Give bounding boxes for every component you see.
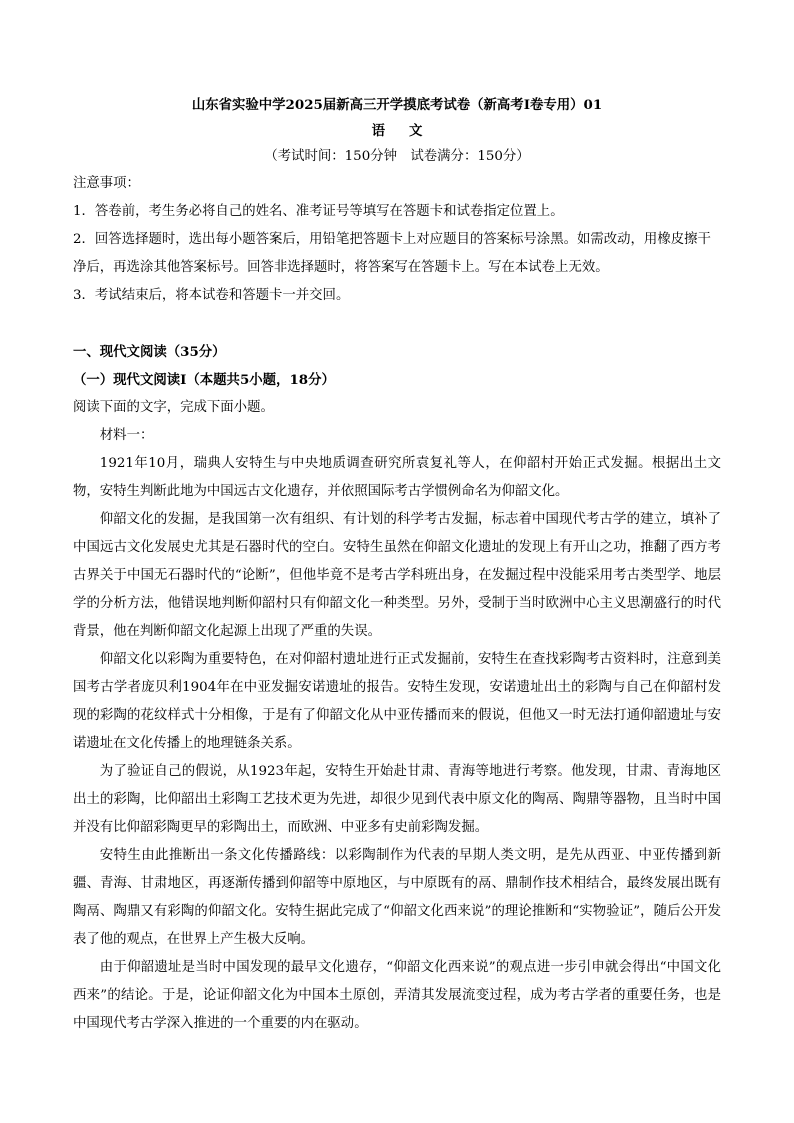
- material-label: 材料一：: [99, 428, 154, 443]
- exam-title: 山东省实验中学2025届新高三开学摸底考试卷（新高考Ⅰ卷专用）01: [191, 97, 603, 113]
- notice-item-3: 3．考试结束后，将本试卷和答题卡一并交回。: [73, 288, 350, 303]
- spacer: [73, 310, 721, 338]
- subsection-title: （一）现代文阅读Ⅰ（本题共5小题，18分）: [73, 372, 335, 388]
- subject-title: 语文: [371, 123, 447, 139]
- exam-page: [73, 94, 721, 1038]
- section-title: 一、现代文阅读（35分）: [73, 344, 226, 360]
- notice-item-1: 1．答卷前，考生务必将自己的姓名、准考证号等填写在答题卡和试卷指定位置上。: [73, 204, 564, 219]
- paragraph-3: 仰韶文化以彩陶为重要特色，在对仰韶村遗址进行正式发掘前，安特生在查找彩陶考古资料时，注意到美国考古学者庞贝利1904年在中亚发掘安诺遗址的报告。安特生发现，安诺遗址出土的彩陶与自己在仰韶村发现的彩陶的花纹样式十分相像，于是有了仰韶文化从中亚传播而来的假说，但他又一时无法打通仰韶遗址与安诺遗址在文化传播上的地理链条关系。: [73, 652, 721, 751]
- paragraph-5: 安特生由此推断出一条文化传播路线：以彩陶制作为代表的早期人类文明，是先从西亚、中亚传播到新疆、青海、甘肃地区，再逐渐传播到仰韶等中原地区，与中原既有的鬲、鼎制作技术相结合，最终发展出既有陶鬲、陶鼎又有彩陶的仰韶文化。安特生据此完成了“仰韶文化西来说”的理论推断和“实物验证”，随后公开发表了他的观点，在世界上产生极大反响。: [73, 848, 721, 947]
- reading-instruction: 阅读下面的文字，完成下面小题。: [73, 400, 274, 415]
- exam-info: （考试时间：150分钟 试卷满分：150分）: [264, 149, 530, 164]
- paragraph-1: 1921年10月，瑞典人安特生与中央地质调查研究所袁复礼等人，在仰韶村开始正式发掘。根据出土文物，安特生判断此地为中国远古文化遗存，并依照国际考古学惯例命名为仰韶文化。: [73, 456, 721, 499]
- paragraph-6: 由于仰韶遗址是当时中国发现的最早文化遗存，“仰韶文化西来说”的观点进一步引申就会得出“中国文化西来”的结论。于是，论证仰韶文化为中国本土原创，弄清其发展流变过程，成为考古学者的重要任务，也是中国现代考古学深入推进的一个重要的内在驱动。: [73, 960, 721, 1031]
- paragraph-4: 为了验证自己的假说，从1923年起，安特生开始赴甘肃、青海等地进行考察。他发现，甘肃、青海地区出土的彩陶，比仰韶出土彩陶工艺技术更为先进，却很少见到代表中原文化的陶鬲、陶鼎等器物，且当时中国并没有比仰韶彩陶更早的彩陶出土，而欧洲、中亚多有史前彩陶发掘。: [73, 764, 721, 835]
- paragraph-2: 仰韶文化的发掘，是我国第一次有组织、有计划的科学考古发掘，标志着中国现代考古学的建立，填补了中国远古文化发展史尤其是石器时代的空白。安特生虽然在仰韶文化遗址的发现上有开山之功，推翻了西方考古界关于中国无石器时代的“论断”，但他毕竟不是考古学科班出身，在发掘过程中没能采用考古类型学、地层学的分析方法，他错误地判断仰韶村只有仰韶文化一种类型。另外，受制于当时欧洲中心主义思潮盛行的时代背景，他在判断仰韶文化起源上出现了严重的失误。: [73, 512, 721, 639]
- notice-heading: 注意事项：: [73, 176, 140, 191]
- notice-item-2: 2．回答选择题时，选出每小题答案后，用铅笔把答题卡上对应题目的答案标号涂黑。如需改动，用橡皮擦干净后，再选涂其他答案标号。回答非选择题时，将答案写在答题卡上。写在本试卷上无效。: [73, 232, 711, 275]
